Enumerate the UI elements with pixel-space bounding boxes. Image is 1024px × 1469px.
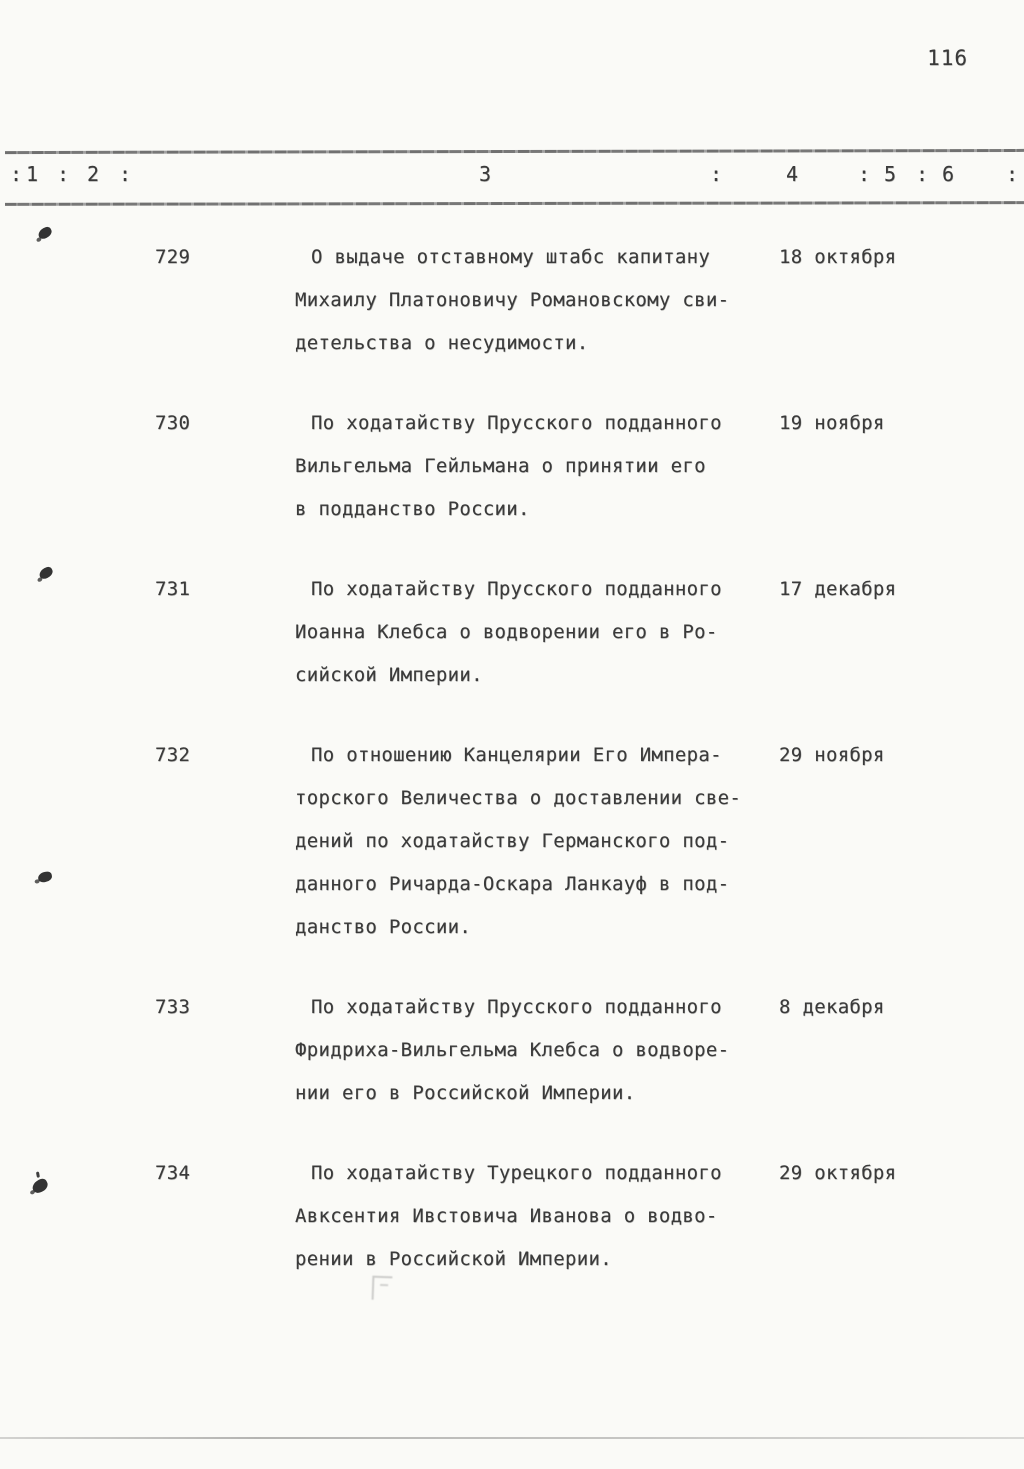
entry-text [295, 568, 775, 697]
column-separator: : [710, 162, 723, 186]
column-header-band [0, 148, 1024, 210]
entry-number: 730 [155, 412, 191, 434]
register-entry [0, 1152, 1024, 1281]
register-entry [0, 236, 1024, 365]
entry-line: торского Величества о доставлении све- [295, 787, 742, 809]
entry-line: О выдаче отставному штабс капитану [311, 246, 711, 268]
column-number: 3 [479, 162, 492, 186]
entry-line: Михаилу Платоновичу Романовскому сви- [295, 289, 730, 311]
entry-text [295, 402, 775, 531]
header-rule-bottom [5, 201, 1024, 206]
pencil-smudge [372, 1276, 393, 1301]
entry-line: Авксентия Ивстовича Иванова о водво- [295, 1205, 718, 1227]
column-separator: : [1006, 162, 1019, 186]
entry-number: 733 [155, 996, 191, 1018]
entry-line: данство России. [295, 916, 472, 938]
entry-text [295, 236, 775, 365]
entry-line: По ходатайству Прусского подданного [311, 996, 722, 1018]
entry-date: 29 ноября [779, 744, 885, 766]
entry-line: Вильгельма Гейльмана о принятии его [295, 455, 706, 477]
entry-line: дений по ходатайству Германского под- [295, 830, 730, 852]
entry-line: По отношению Канцелярии Его Импера- [311, 744, 722, 766]
entry-line: По ходатайству Прусского подданного [311, 412, 722, 434]
entry-line: данного Ричарда-Оскара Ланкауф в под- [295, 873, 730, 895]
entry-text [295, 986, 775, 1115]
header-rule-top [5, 149, 1024, 154]
entry-line: в подданство России. [295, 498, 530, 520]
entry-date: 8 декабря [779, 996, 885, 1018]
entry-date: 19 ноября [779, 412, 885, 434]
register-entry [0, 734, 1024, 949]
register-entry [0, 986, 1024, 1115]
entry-number: 729 [155, 246, 191, 268]
column-separator: : [119, 162, 132, 186]
column-separator: : [858, 162, 871, 186]
column-number: 1 [26, 162, 39, 186]
column-separator: : [10, 162, 23, 186]
entry-date: 17 декабря [779, 578, 897, 600]
entry-line: рении в Российской Империи. [295, 1248, 612, 1270]
entry-line: Фридриха-Вильгельма Клебса о водворе- [295, 1039, 730, 1061]
column-number: 4 [786, 162, 799, 186]
entry-line: нии его в Российской Империи. [295, 1082, 636, 1104]
register-entry [0, 402, 1024, 531]
column-number: 2 [87, 162, 100, 186]
entry-number: 731 [155, 578, 191, 600]
entry-text [295, 734, 775, 949]
entry-date: 18 октября [779, 246, 897, 268]
entries [0, 236, 1024, 1318]
entry-date: 29 октября [779, 1162, 897, 1184]
column-separator: : [916, 162, 929, 186]
entry-line: сийской Империи. [295, 664, 483, 686]
entry-line: По ходатайству Прусского подданного [311, 578, 722, 600]
column-number: 6 [942, 162, 955, 186]
entry-line: Иоанна Клебса о водворении его в Ро- [295, 621, 718, 643]
scan-edge-line [0, 1437, 1024, 1439]
header-row [0, 162, 1024, 192]
page-number: 116 [927, 46, 968, 70]
entry-line: По ходатайству Турецкого подданного [311, 1162, 722, 1184]
register-entry [0, 568, 1024, 697]
column-number: 5 [884, 162, 897, 186]
entry-text [295, 1152, 775, 1281]
column-separator: : [57, 162, 70, 186]
entry-number: 734 [155, 1162, 191, 1184]
entry-number: 732 [155, 744, 191, 766]
entry-line: детельства о несудимости. [295, 332, 589, 354]
